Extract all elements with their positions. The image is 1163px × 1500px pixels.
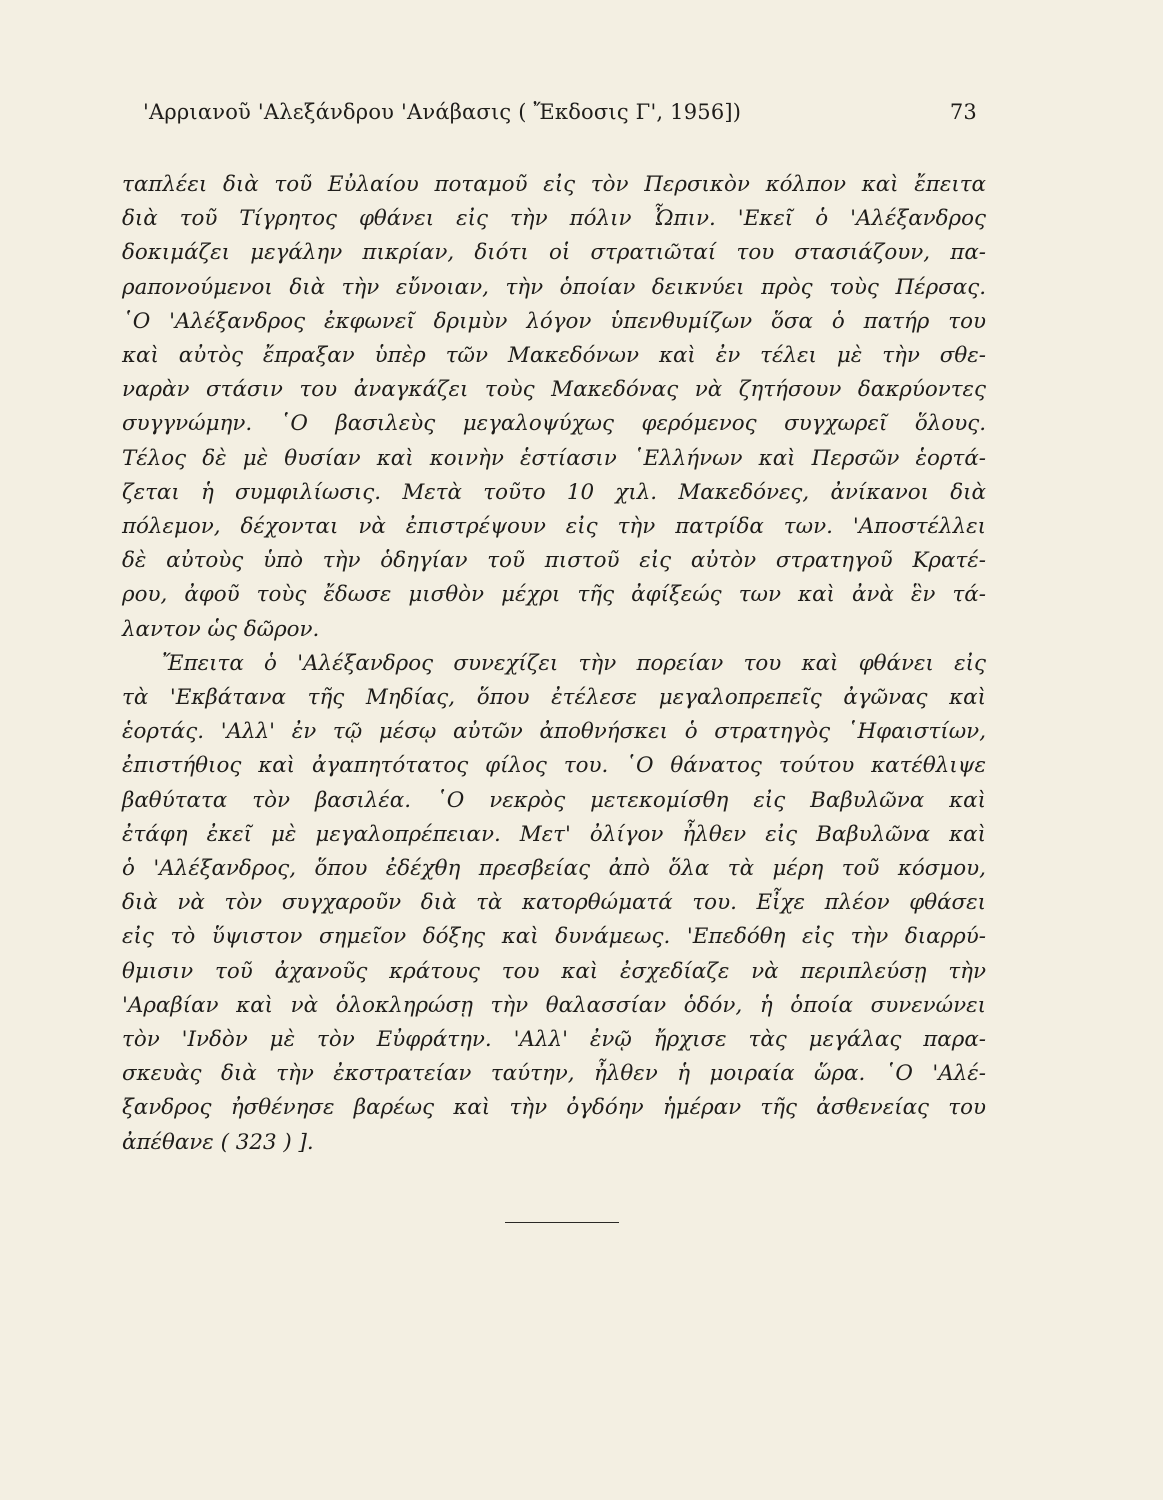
text-line: ἀπέθανε ( 323 ) ].	[122, 1129, 314, 1155]
text-line: τὰ 'Εκβάτανα τῆς Μηδίας, ὅπου ἐτέλεσε μεγαλοπρεπεῖς ἀγῶνας καὶ	[122, 685, 986, 711]
text-line: εἰς τὸ ὕψιστον σημεῖον δόξης καὶ δυνάμεως. 'Επεδόθη εἰς τὴν διαρρύ-	[122, 924, 986, 950]
text-line: καὶ αὐτὸς ἔπραξαν ὑπὲρ τῶν Μακεδόνων καὶ ἐν τέλει μὲ τὴν σθε-	[122, 343, 986, 369]
running-header	[143, 100, 977, 124]
divider-rule	[505, 1222, 619, 1223]
text-line: Ἔπειτα ὁ 'Αλέξανδρος συνεχίζει τὴν πορείαν του καὶ φθάνει εἰς	[162, 650, 986, 676]
text-line: διὰ νὰ τὸν συγχαροῦν διὰ τὰ κατορθώματά του. Εἶχε πλέον φθάσει	[122, 890, 986, 916]
paragraph-1	[122, 168, 986, 647]
header-title: 'Αρριανοῦ 'Αλεξάνδρου 'Ανάβασις ( Ἔκδοσις Γ', 1956])	[143, 100, 742, 124]
text-line: πόλεμον, δέχονται νὰ ἐπιστρέψουν εἰς τὴν πατρίδα των. 'Αποστέλλει	[122, 514, 986, 540]
body-text	[122, 168, 986, 1160]
text-line: ταπλέει διὰ τοῦ Εὐλαίου ποταμοῦ εἰς τὸν Περσικὸν κόλπον καὶ ἔπειτα	[122, 172, 986, 197]
paragraph-2	[122, 647, 986, 1160]
text-line: λαντον ὡς δῶρον.	[122, 616, 320, 642]
text-line: ῾Ο 'Αλέξανδρος ἐκφωνεῖ δριμὺν λόγον ὑπενθυμίζων ὅσα ὁ πατήρ του	[122, 308, 986, 334]
text-line: τὸν 'Ινδὸν μὲ τὸν Εὐφράτην. 'Αλλ' ἐνῷ ἤρχισε τὰς μεγάλας παρα-	[122, 1027, 986, 1053]
text-line: βαθύτατα τὸν βασιλέα. ῾Ο νεκρὸς μετεκομίσθη εἰς Βαβυλῶνα καὶ	[122, 787, 986, 813]
page-number: 73	[949, 100, 977, 124]
text-line: σκευὰς διὰ τὴν ἐκστρατείαν ταύτην, ἦλθεν ἡ μοιραία ὥρα. ῾Ο 'Αλέ-	[122, 1061, 986, 1087]
text-line: συγγνώμην. ῾Ο βασιλεὺς μεγαλοψύχως φερόμενος συγχωρεῖ ὅλους.	[122, 411, 986, 437]
text-line: ἐπιστήθιος καὶ ἀγαπητότατος φίλος του. ῾Ο θάνατος τούτου κατέθλιψε	[122, 753, 986, 779]
text-line: ἑορτάς. 'Αλλ' ἐν τῷ μέσῳ αὐτῶν ἀποθνήσκει ὁ στρατηγὸς ῾Ηφαιστίων,	[122, 719, 986, 745]
text-line: ὁ 'Αλέξανδρος, ὅπου ἐδέχθη πρεσβείας ἀπὸ ὅλα τὰ μέρη τοῦ κόσμου,	[122, 856, 986, 882]
text-line: ναρὰν στάσιν του ἀναγκάζει τοὺς Μακεδόνας νὰ ζητήσουν δακρύοντες	[122, 377, 986, 403]
text-line: 'Αραβίαν καὶ νὰ ὁλοκληρώσῃ τὴν θαλασσίαν ὁδόν, ἡ ὁποία συνενώνει	[122, 992, 986, 1018]
text-line: ξανδρος ἠσθένησε βαρέως καὶ τὴν ὀγδόην ἡμέραν τῆς ἀσθενείας του	[122, 1095, 986, 1121]
text-line: θμισιν τοῦ ἀχανοῦς κράτους του καὶ ἐσχεδίαζε νὰ περιπλεύσῃ τὴν	[122, 958, 986, 984]
text-line: δοκιμάζει μεγάλην πικρίαν, διότι οἱ στρατιῶταί του στασιάζουν, πα-	[122, 240, 986, 266]
text-line: διὰ τοῦ Τίγρητος φθάνει εἰς τὴν πόλιν Ὦπιν. 'Εκεῖ ὁ 'Αλέξανδρος	[122, 206, 986, 232]
text-line: Τέλος δὲ μὲ θυσίαν καὶ κοινὴν ἑστίασιν ῾Ελλήνων καὶ Περσῶν ἑορτά-	[122, 445, 986, 471]
text-line: ζεται ἡ συμφιλίωσις. Μετὰ τοῦτο 10 χιλ. Μακεδόνες, ἀνίκανοι διὰ	[122, 479, 986, 505]
text-line: ρaπονούμενοι διὰ τὴν εὔνοιαν, τὴν ὁποίαν δεικνύει πρὸς τοὺς Πέρσας.	[122, 274, 986, 300]
text-line: δὲ αὐτοὺς ὑπὸ τὴν ὁδηγίαν τοῦ πιστοῦ εἰς αὐτὸν στρατηγοῦ Κρατέ-	[122, 548, 986, 574]
text-line: ἐτάφη ἐκεῖ μὲ μεγαλοπρέπειαν. Μετ' ὀλίγον ἦλθεν εἰς Βαβυλῶνα καὶ	[122, 821, 986, 847]
text-line: ρου, ἀφοῦ τοὺς ἔδωσε μισθὸν μέχρι τῆς ἀφίξεώς των καὶ ἀνὰ ἓν τά-	[122, 582, 986, 608]
